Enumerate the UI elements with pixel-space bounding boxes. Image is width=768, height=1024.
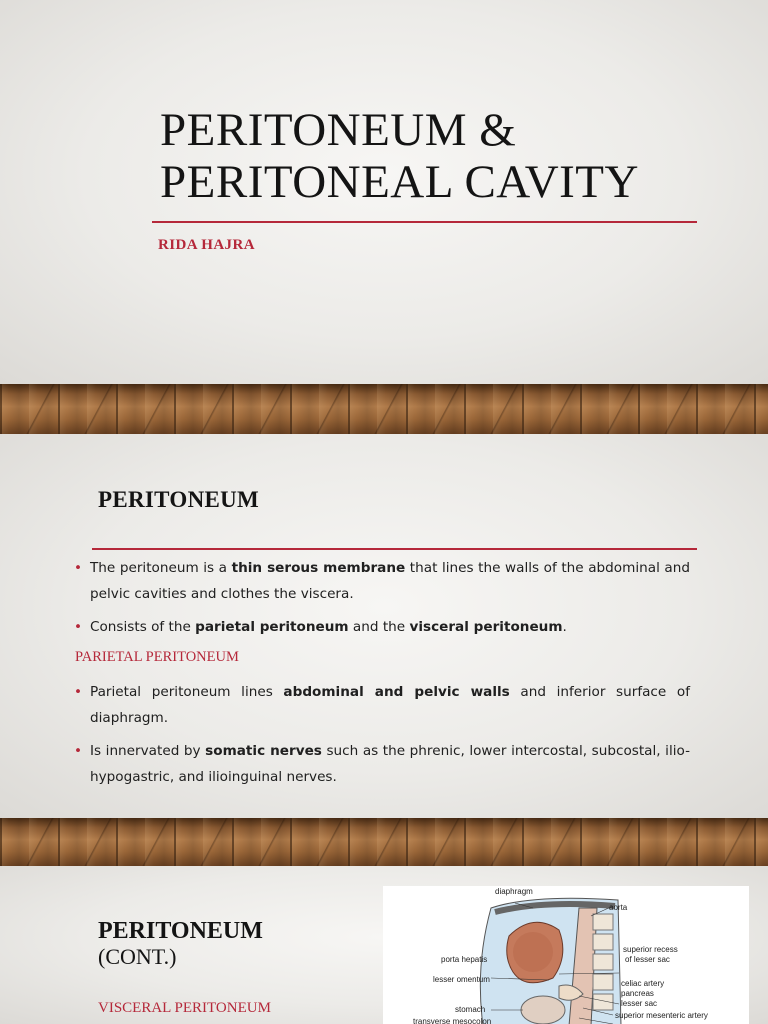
heading-main: PERITONEUM — [98, 918, 263, 944]
bullet-text: and inferior surface of diaphragm. — [90, 684, 690, 726]
bullet-lines-walls — [74, 679, 690, 731]
bullet-bold-text: visceral peritoneum — [409, 619, 563, 635]
peritoneum-cont-slide — [0, 866, 768, 1024]
bullet-text: and the — [348, 619, 410, 635]
vertebra — [593, 914, 613, 930]
bullet-definition — [74, 555, 690, 607]
bullet-innervation — [74, 738, 690, 790]
sagittal-section-illustration — [383, 886, 749, 1024]
title-slide — [0, 0, 768, 384]
vertebra — [593, 954, 613, 970]
label-diaphragm: diaphragm — [495, 887, 533, 896]
author-name: RIDA HAJRA — [158, 237, 255, 253]
bullet-text: Parietal peritoneum lines — [90, 684, 284, 700]
bullet-consists — [74, 614, 690, 640]
anatomy-diagram — [383, 886, 749, 1024]
peritoneum-slide — [0, 434, 768, 818]
wood-floor-divider — [0, 384, 768, 434]
heading-divider — [92, 548, 697, 550]
bullet-text: that lines the walls of the abdominal and pelvic cavities and clothes the viscera. — [90, 560, 690, 602]
title-line-2: PERITONEAL CAVITY — [160, 156, 639, 208]
bullet-bold-text: somatic nerves — [205, 743, 322, 759]
slide-heading — [98, 918, 263, 970]
label-of-lesser-sac: of lesser sac — [625, 955, 670, 964]
vertebra — [593, 974, 613, 990]
bullet-text: Is innervated by — [90, 743, 206, 759]
label-aorta: aorta — [609, 903, 628, 912]
slide-title — [160, 104, 720, 208]
stomach-shape — [521, 996, 565, 1024]
title-divider — [152, 221, 697, 223]
bullet-text: The peritoneum is a — [90, 560, 232, 576]
parietal-bullets — [74, 679, 690, 790]
label-celiac-artery: celiac artery — [621, 979, 665, 988]
label-superior-mesenteric-artery: superior mesenteric artery — [615, 1011, 708, 1020]
label-transverse-mesocolon: transverse mesocolon — [413, 1017, 492, 1024]
bullet-bold-text: abdominal and pelvic walls — [283, 684, 510, 700]
label-porta-hepatis: porta hepatis — [441, 955, 488, 964]
heading-cont: (CONT.) — [98, 944, 177, 969]
wood-floor-divider — [0, 818, 768, 866]
slide-heading: PERITONEUM — [98, 487, 260, 512]
subheading-visceral: VISCERAL PERITONEUM — [98, 1000, 271, 1016]
liver-shading — [513, 932, 553, 972]
bullet-bold-text: parietal peritoneum — [195, 619, 349, 635]
label-stomach: stomach — [455, 1005, 486, 1014]
label-lesser-omentum: lesser omentum — [433, 975, 490, 984]
bullet-text: Consists of the — [90, 619, 196, 635]
label-pancreas: pancreas — [621, 989, 654, 998]
bullet-text: such as the phrenic, lower intercostal, subcostal, ilio-hypogastric, and ilioinguinal nerves. — [90, 743, 690, 785]
bullet-text: . — [562, 619, 567, 635]
label-superior-recess: superior recess — [623, 945, 678, 954]
title-line-1: PERITONEUM & — [160, 104, 517, 156]
bullet-bold-text: thin serous membrane — [231, 560, 406, 576]
label-lesser-sac: lesser sac — [621, 999, 658, 1008]
subheading-parietal: PARIETAL PERITONEUM — [75, 649, 239, 665]
intro-bullets — [74, 555, 690, 640]
vertebra — [593, 934, 613, 950]
